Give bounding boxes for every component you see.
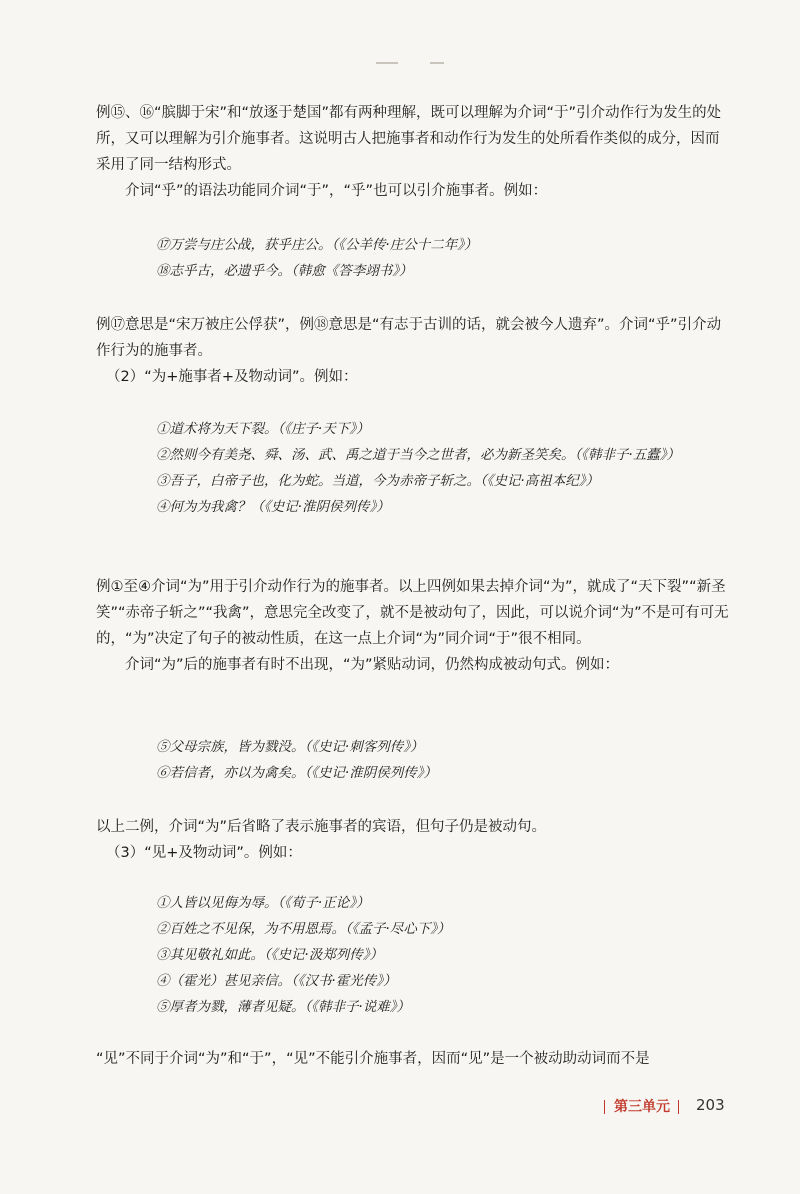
section-heading-3: （3）“见+及物动词”。例如： (106, 845, 302, 861)
example-17: ⑰万尝与庄公战，获乎庄公。（《公羊传·庄公十二年》） (156, 237, 478, 253)
example-jian-1: ①人皆以见侮为辱。（《荀子·正论》） (156, 895, 370, 911)
footer-divider (604, 1100, 605, 1114)
page-number: 203 (696, 1096, 725, 1114)
example-group-3 (156, 734, 716, 786)
paragraph-5: “见”不同于介词“为”和“于”，“见”不能引介施事者，因而“见”是一个被动助动词而不是 (96, 1051, 650, 1067)
paragraph-2: 例⑰意思是“宋万被庄公俘获”，例⑱意思是“有志于古训的话，就会被今人遗弃”。介词“乎”引介动作行为的施事者。 （2）“为+施事者+及物动词”。例如： (96, 312, 730, 390)
example-jian-2: ②百姓之不见保，为不用恩焉。（《孟子·尽心下》） (156, 921, 451, 937)
footer-divider (678, 1100, 679, 1114)
paragraph-1: 例⑮、⑯“膑脚于宋”和“放逐于楚国”都有两种理解，既可以理解为介词“于”引介动作行为发生的处所，又可以理解为引介施事者。这说明古人把施事者和动作行为发生的处所看作类似的成分，因而采用了同一结构形式。 介词“乎”的语法功能同介词“于”，“乎”也可以引介施事者。例如： (96, 105, 722, 199)
example-18: ⑱志乎古，必遗乎今。（韩愈《答李翊书》） (156, 263, 413, 279)
page-footer (0, 1096, 800, 1120)
example-wei-6: ⑥若信者，亦以为禽矣。（《史记·淮阴侯列传》） (156, 765, 438, 781)
example-wei-5: ⑤父母宗族，皆为戮没。（《史记·刺客列传》） (156, 739, 424, 755)
paragraph-3: 例①至④介词“为”用于引介动作行为的施事者。以上四例如果去掉介词“为”，就成了“天下裂”“新圣笑”“赤帝子斩之”“我禽”，意思完全改变了，就不是被动句了，因此，可以说介词“为”不是可有可无的，“为”决定了句子的被动性质，在这一点上介词“为”同介词“于”很不相同。 介词“为”后的施事者有时不出现，“为”紧贴动词，仍然构成被动句式。例如： (96, 579, 729, 673)
scan-mark (376, 62, 398, 64)
example-group-1 (156, 232, 716, 284)
example-jian-4: ④（霍光）甚见亲信。（《汉书·霍光传》） (156, 973, 397, 989)
example-group-2 (156, 416, 716, 520)
example-wei-3: ③吾子，白帝子也，化为蛇。当道，今为赤帝子斩之。（《史记·高祖本纪》） (156, 473, 600, 489)
example-wei-1: ①道术将为天下裂。（《庄子·天下》） (156, 421, 370, 437)
scan-mark (430, 62, 444, 64)
example-wei-4: ④何为为我禽？（《史记·淮阴侯列传》） (156, 499, 390, 515)
example-group-4 (156, 890, 716, 1020)
example-jian-5: ⑤厚者为戮，薄者见疑。（《韩非子·说难》） (156, 999, 411, 1015)
example-wei-2: ②然则今有美尧、舜、汤、武、禹之道于当今之世者，必为新圣笑矣。（《韩非子·五蠹》） (156, 447, 681, 463)
example-jian-3: ③其见敬礼如此。（《史记·汲郑列传》） (156, 947, 384, 963)
unit-label: 第三单元 (614, 1099, 670, 1115)
section-heading-2: （2）“为+施事者+及物动词”。例如： (106, 369, 358, 385)
paragraph-4: 以上二例，介词“为”后省略了表示施事者的宾语，但句子仍是被动句。 （3）“见+及物动词”。例如： (96, 814, 730, 866)
